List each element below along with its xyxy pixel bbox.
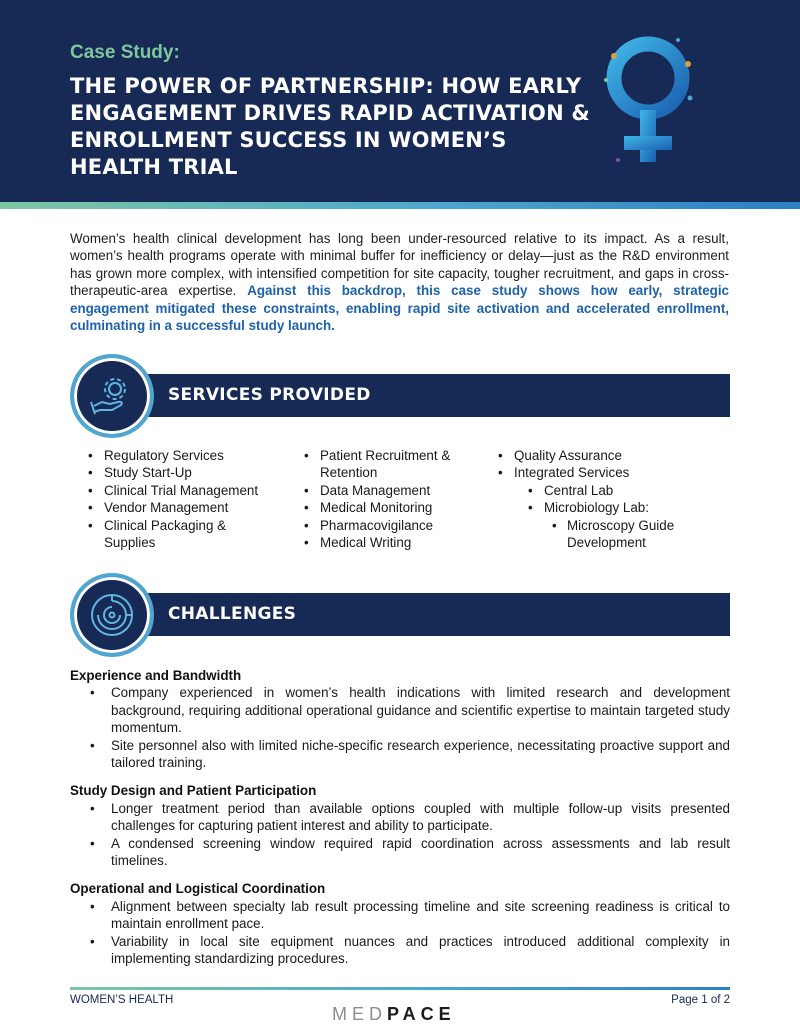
logo-bold-text: PACE bbox=[387, 1004, 456, 1024]
female-symbol-icon bbox=[590, 28, 700, 178]
list-subsubitem: • Microscopy Guide Development bbox=[492, 517, 692, 552]
footer-divider bbox=[70, 987, 730, 990]
services-icon-badge bbox=[70, 354, 154, 438]
services-banner bbox=[70, 354, 730, 438]
list-item: • Data Management bbox=[298, 482, 478, 499]
challenge-group bbox=[70, 880, 730, 967]
list-item: • Alignment between specialty lab result processing timeline and site screening readiness is critical to maintain enrollment pace. bbox=[70, 898, 730, 933]
challenges-icon-badge bbox=[70, 573, 154, 657]
footer-section-label: WOMEN’S HEALTH bbox=[70, 994, 174, 1006]
challenge-group bbox=[70, 782, 730, 869]
list-item: • Medical Writing bbox=[298, 534, 478, 551]
header-stripe bbox=[0, 202, 800, 209]
challenge-group bbox=[70, 667, 730, 771]
services-column-3 bbox=[492, 447, 730, 551]
challenge-title: Study Design and Patient Participation bbox=[70, 783, 317, 799]
intro-highlight: Against this backdrop, this case study shows how early, strategic engagement mitigated these constraints, enabling rapid site activation and accelerated enrollment, culminating in a successful study launch. bbox=[70, 283, 729, 334]
list-item: • Longer treatment period than available options coupled with multiple follow-up visits presented challenges for capturing patient interest and ability to participate. bbox=[70, 800, 730, 835]
list-item: • Vendor Management bbox=[82, 499, 282, 516]
header-banner bbox=[0, 0, 800, 202]
page-title: THE POWER OF PARTNERSHIP: HOW EARLY ENGAGEMENT DRIVES RAPID ACTIVATION & ENROLLMENT SUCCESS IN WOMEN’S HEALTH TRIAL bbox=[70, 74, 590, 179]
list-item: • A condensed screening window required rapid coordination across assessments and lab result timelines. bbox=[70, 835, 730, 870]
list-item: • Variability in local site equipment nuances and practices introduced additional complexity in implementing standardizing procedures. bbox=[70, 933, 730, 968]
challenge-title: Operational and Logistical Coordination bbox=[70, 881, 326, 897]
list-item: • Medical Monitoring bbox=[298, 499, 478, 516]
intro-paragraph bbox=[70, 230, 729, 334]
list-item: • Study Start-Up bbox=[82, 464, 282, 481]
intro-text: Women’s health clinical development has long been under-resourced relative to its impact. As a result, women’s health programs operate with minimal buffer for inefficiency or delay—just as the R&D environment has grown more complex, with intensified competition for site capacity, tougher recruitment, and gaps in cross-therapeutic-area expertise. bbox=[70, 231, 729, 299]
list-item: • Quality Assurance bbox=[492, 447, 730, 464]
list-item: • Patient Recruitment & Retention bbox=[298, 447, 478, 482]
maze-icon bbox=[88, 591, 136, 639]
list-item: • Clinical Trial Management bbox=[82, 482, 282, 499]
services-heading: SERVICES PROVIDED bbox=[168, 385, 371, 405]
list-subitem: • Microbiology Lab: bbox=[492, 499, 730, 516]
list-item: • Site personnel also with limited niche-specific research experience, necessitating proactive support and tailored training. bbox=[70, 737, 730, 772]
list-item: • Pharmacovigilance bbox=[298, 517, 478, 534]
list-item: • Regulatory Services bbox=[82, 447, 282, 464]
services-column-2 bbox=[298, 447, 478, 551]
services-column-1 bbox=[82, 447, 282, 551]
hand-gear-icon bbox=[88, 372, 136, 420]
logo-light-text: MED bbox=[332, 1004, 387, 1024]
page-number: Page 1 of 2 bbox=[671, 994, 730, 1006]
company-logo bbox=[332, 1004, 456, 1025]
list-item: • Company experienced in women’s health indications with limited research and development background, requiring additional operational guidance and scientific expertise to maintain targeted study momentum. bbox=[70, 684, 730, 736]
challenges-content bbox=[70, 667, 730, 979]
challenges-banner bbox=[70, 573, 730, 657]
list-item: • Integrated Services bbox=[492, 464, 730, 481]
eyebrow-label: Case Study: bbox=[70, 42, 180, 63]
challenge-title: Experience and Bandwidth bbox=[70, 668, 242, 683]
challenges-heading: CHALLENGES bbox=[168, 604, 297, 624]
list-item: • Clinical Packaging & Supplies bbox=[82, 517, 242, 552]
list-subitem: • Central Lab bbox=[492, 482, 730, 499]
